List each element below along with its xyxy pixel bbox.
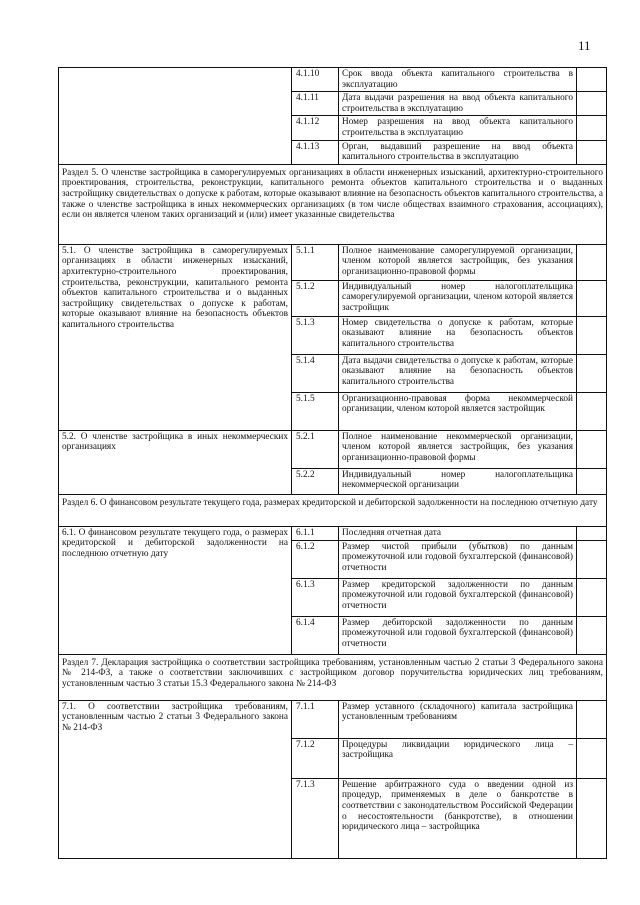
table-row bbox=[59, 700, 607, 738]
item-number: 5.1.3 bbox=[292, 316, 339, 354]
item-description: Индивидуальный номер налогоплательщика некоммерческой организации bbox=[339, 468, 577, 494]
item-number: 6.1.4 bbox=[292, 616, 339, 654]
item-description: Дата выдачи разрешения на ввод объекта капитального строительства в эксплуатацию bbox=[339, 92, 577, 116]
table-row bbox=[59, 526, 607, 540]
section-header-row bbox=[59, 654, 607, 700]
item-description: Номер разрешения на ввод объекта капитального строительства в эксплуатацию bbox=[339, 116, 577, 140]
item-description: Полное наименование саморегулируемой организации, членом которой является застройщик, без указания организационно-правовой формы bbox=[339, 244, 577, 280]
item-number: 4.1.13 bbox=[292, 140, 339, 164]
declaration-form-table bbox=[58, 67, 607, 859]
item-description: Полное наименование некоммерческой организации, членом которой является застройщик, без указания организационно-правовой формы bbox=[339, 430, 577, 468]
item-number: 6.1.2 bbox=[292, 540, 339, 578]
value-cell[interactable] bbox=[577, 430, 607, 468]
value-cell[interactable] bbox=[577, 116, 607, 140]
section-6-title: Раздел 6. О финансовом результате текущего года, размерах кредиторской и дебиторской задолженности на последнюю отчетную дату bbox=[59, 494, 607, 526]
value-cell[interactable] bbox=[577, 540, 607, 578]
item-number: 5.1.2 bbox=[292, 280, 339, 316]
item-number: 6.1.1 bbox=[292, 526, 339, 540]
table-row bbox=[59, 68, 607, 92]
section-header-row bbox=[59, 164, 607, 244]
section-7-title: Раздел 7. Декларация застройщика о соответствии застройщика требованиям, установленным частью 2 статьи 3 Федерального закона № 214-ФЗ, а также о соответствии заключивших с застройщиком договор поручительства юридических лиц требованиям, установленным частью 3 статьи 15.3 Федерального закона № 214-ФЗ bbox=[59, 654, 607, 700]
item-description: Размер уставного (складочного) капитала застройщика установленным требованиям bbox=[339, 700, 577, 738]
item-number: 7.1.2 bbox=[292, 738, 339, 778]
item-number: 4.1.10 bbox=[292, 68, 339, 92]
group-7-1-label: 7.1. О соответствии застройщика требованиям, установленным частью 2 статьи 3 Федерального закона № 214-ФЗ bbox=[59, 700, 292, 858]
table-row bbox=[59, 244, 607, 280]
item-number: 5.1.5 bbox=[292, 392, 339, 430]
value-cell[interactable] bbox=[577, 616, 607, 654]
value-cell[interactable] bbox=[577, 354, 607, 392]
item-description: Номер свидетельства о допуске к работам, которые оказывают влияние на безопасность объектов капитального строительства bbox=[339, 316, 577, 354]
item-description: Размер чистой прибыли (убытков) по данным промежуточной или годовой бухгалтерской (финансовой) отчетности bbox=[339, 540, 577, 578]
table-row bbox=[59, 430, 607, 468]
item-number: 5.2.1 bbox=[292, 430, 339, 468]
item-description: Последняя отчетная дата bbox=[339, 526, 577, 540]
page-number: 11 bbox=[578, 38, 591, 53]
group-5-2-label: 5.2. О членстве застройщика в иных некоммерческих организациях bbox=[59, 430, 292, 494]
value-cell[interactable] bbox=[577, 700, 607, 738]
value-cell[interactable] bbox=[577, 526, 607, 540]
value-cell[interactable] bbox=[577, 778, 607, 858]
item-description: Дата выдачи свидетельства о допуске к работам, которые оказывают влияние на безопасность объектов капитального строительства bbox=[339, 354, 577, 392]
value-cell[interactable] bbox=[577, 738, 607, 778]
item-description: Организационно-правовая форма некоммерческой организации, членом которой является застройщик bbox=[339, 392, 577, 430]
item-number: 4.1.11 bbox=[292, 92, 339, 116]
item-number: 5.2.2 bbox=[292, 468, 339, 494]
item-description: Срок ввода объекта капитального строительства в эксплуатацию bbox=[339, 68, 577, 92]
group-6-1-label: 6.1. О финансовом результате текущего года, о размерах кредиторской и дебиторской задолженности на последнюю отчетную дату bbox=[59, 526, 292, 654]
item-description: Процедуры ликвидации юридического лица – застройщика bbox=[339, 738, 577, 778]
value-cell[interactable] bbox=[577, 92, 607, 116]
group-5-1-label: 5.1. О членстве застройщика в саморегулируемых организациях в области инженерных изысканий, архитектурно-строительного проектирования, строительства, реконструкции, капитального ремонта объектов капитального строительства и о выданных застройщику свидетельствах о допуске к работам, которые оказывают влияние на безопасность объектов капитального строительства bbox=[59, 244, 292, 430]
item-number: 5.1.1 bbox=[292, 244, 339, 280]
item-description: Размер кредиторской задолженности по данным промежуточной или годовой бухгалтерской (финансовой) отчетности bbox=[339, 578, 577, 616]
item-number: 7.1.3 bbox=[292, 778, 339, 858]
value-cell[interactable] bbox=[577, 140, 607, 164]
value-cell[interactable] bbox=[577, 468, 607, 494]
value-cell[interactable] bbox=[577, 392, 607, 430]
value-cell[interactable] bbox=[577, 280, 607, 316]
item-description: Размер дебиторской задолженности по данным промежуточной или годовой бухгалтерской (финансовой) отчетности bbox=[339, 616, 577, 654]
value-cell[interactable] bbox=[577, 244, 607, 280]
value-cell[interactable] bbox=[577, 578, 607, 616]
item-number: 7.1.1 bbox=[292, 700, 339, 738]
value-cell[interactable] bbox=[577, 68, 607, 92]
item-description: Орган, выдавший разрешение на ввод объекта капитального строительства в эксплуатацию bbox=[339, 140, 577, 164]
item-number: 4.1.12 bbox=[292, 116, 339, 140]
item-description: Решение арбитражного суда о введении одной из процедур, применяемых в деле о банкротстве в соответствии с законодательством Российской Федерации о несостоятельности (банкротстве), в отношении юридического лица – застройщика bbox=[339, 778, 577, 858]
empty-label-cell bbox=[59, 68, 292, 165]
section-5-title: Раздел 5. О членстве застройщика в саморегулируемых организациях в области инженерных изысканий, архитектурно-строительного проектирования, строительства, реконструкции, капитального ремонта объектов капитального строительства и о выданных застройщику свидетельствах о допуске к работам, которые оказывают влияние на безопасность объектов капитального строительства, а также о членстве застройщика в иных некоммерческих организациях (в том числе обществах взаимного страхования, ассоциациях), если он является членом таких организаций и (или) имеет указанные свидетельства bbox=[59, 164, 607, 244]
value-cell[interactable] bbox=[577, 316, 607, 354]
item-number: 5.1.4 bbox=[292, 354, 339, 392]
item-description: Индивидуальный номер налогоплательщика саморегулируемой организации, членом которой является застройщик bbox=[339, 280, 577, 316]
section-header-row bbox=[59, 494, 607, 526]
item-number: 6.1.3 bbox=[292, 578, 339, 616]
